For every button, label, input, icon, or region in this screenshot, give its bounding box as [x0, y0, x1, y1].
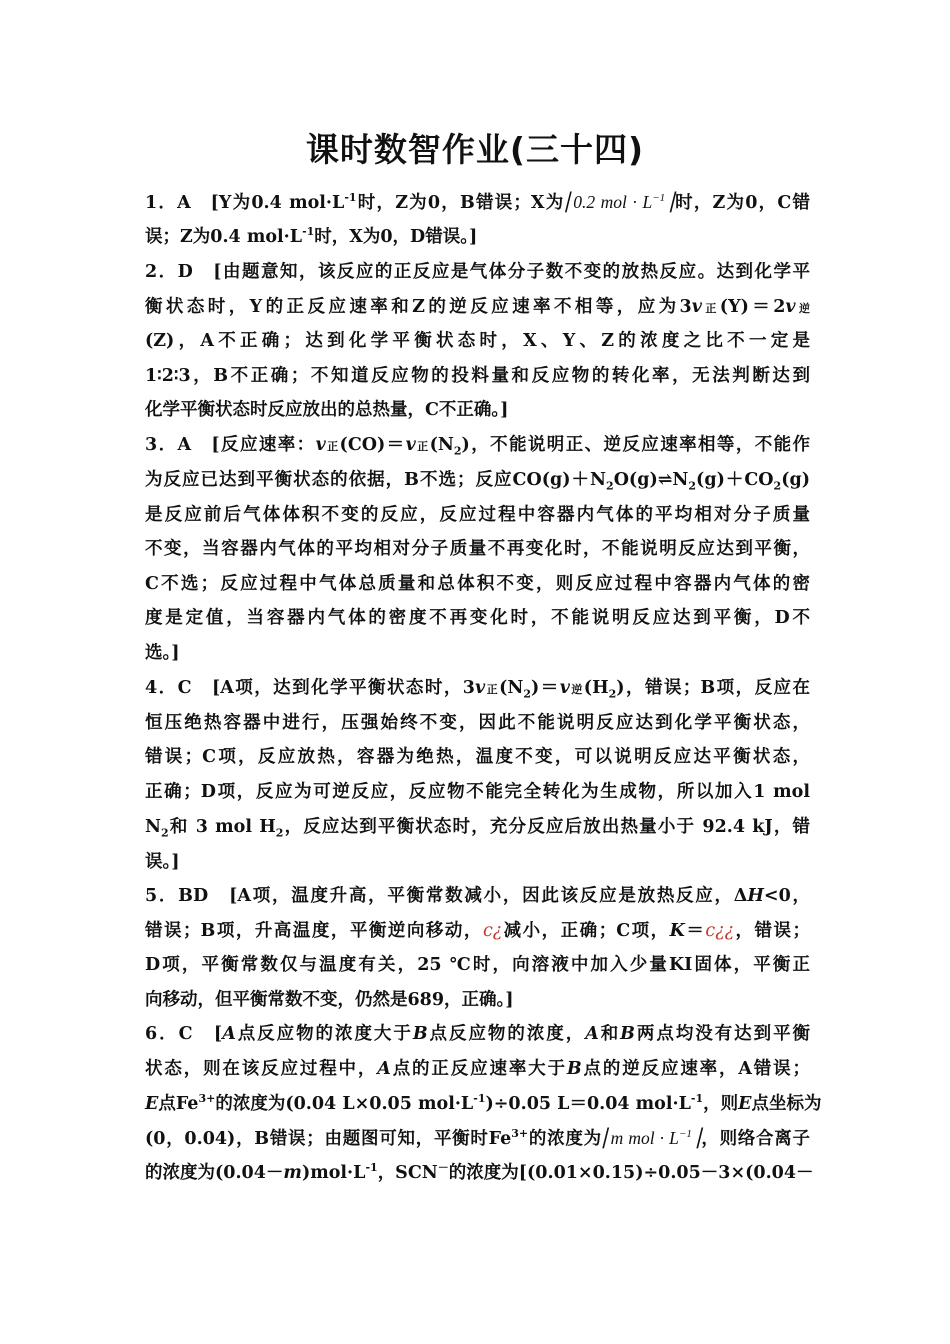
text-line: 状态，则在该反应过程中，A点的正反应速率大于B点的逆反应速率，A错误；	[145, 1059, 811, 1079]
text-line: 为反应已达到平衡状态的依据，B不选；反应$CO(g)+N_2O(g)\rightleftharpoons N_2(g)+CO_2(g)$	[145, 470, 810, 493]
text-line: E点$Fe^{3+}$的浓度为(0.04 L×0.05 $mol\cdot L^{-1})\div 0.05$ L＝0.04 $mol\cdot L^{-1}$，则E点坐标为	[145, 1092, 822, 1114]
text-line: 正确；D项，反应为可逆反应，反应物不能完全转化为生成物，所以加入1 mol	[145, 782, 810, 802]
text-line: (0，0.04)，B错误；由题图可知，平衡时$Fe^{3+}$的浓度为⎜m mol · $L^{-1}⎟$，则络合离子	[145, 1127, 811, 1149]
text-line: 错误；B项，升高温度，平衡逆向移动，c¿减小，正确；C项，K＝c¿¿，错误；	[145, 921, 811, 941]
text-line: 错误；C项，反应放热，容器为绝热，温度不变，可以说明反应达平衡状态，	[145, 747, 810, 767]
text-line: 度是定值，当容器内气体的密度不再变化时，不能说明反应达到平衡，D不	[145, 608, 810, 628]
text-line: 5．BD [A项，温度升高，平衡常数减小，因此该反应是放热反应，ΔH<0，	[145, 886, 811, 906]
text-line: 4．C [A项，达到化学平衡状态时，3v正$(N_2)=v$逆$(H_2)$，错误；B项，反应在	[145, 678, 810, 701]
text-line: 1．A [Y为0.4 $mol\cdot L^{-1}$时，Z为0，B错误；X为⎜0.2 mol · $L^{-1}⎟$时，Z为0，C错	[145, 191, 811, 213]
text-line: 误。]	[145, 852, 180, 872]
page-title: 课时数智作业(三十四)	[305, 130, 645, 169]
text-line: 是反应前后气体体积不变的反应，反应过程中容器内气体的平均相对分子质量	[145, 505, 810, 525]
text-line: 化学平衡状态时反应放出的总热量，C不正确。]	[145, 400, 509, 420]
text-line: 衡状态时，Y的正反应速率和Z的逆反应速率不相等，应为3v正(Y)＝2v逆	[145, 297, 811, 317]
text-line: 3．A [反应速率：v正(CO)＝v正$(N_2)$，不能说明正、逆反应速率相等，不能作	[145, 435, 811, 458]
text-line: C不选；反应过程中气体总质量和总体积不变，则反应过程中容器内气体的密	[145, 574, 810, 594]
text-line: 6．C [A点反应物的浓度大于B点反应物的浓度，A和B两点均没有达到平衡	[145, 1024, 811, 1044]
text-line: $N_2$和 3 mol $H_2$，反应达到平衡状态时，充分反应后放出热量小于 92.4 kJ，错	[145, 817, 811, 840]
text-line: 向移动，但平衡常数不变，仍然是689，正确。]	[145, 990, 514, 1010]
text-line: D项，平衡常数仅与温度有关，25 ℃时，向溶液中加入少量KI固体，平衡正	[145, 955, 810, 975]
text-line: 的浓度为$(0.04-m)mol\cdot L^{-1}$，SCN－的浓度为[(0.01×0.15)÷0.05－3×(0.04－	[145, 1161, 814, 1183]
text-line: 误；Z为0.4 $mol\cdot L^{-1}$时，X为0，D错误。]	[145, 225, 478, 247]
text-line: 1∶2∶3，B不正确；不知道反应物的投料量和反应物的转化率，无法判断达到	[145, 366, 810, 386]
text-line: 选。]	[145, 643, 180, 663]
text-line: (Z)，A不正确；达到化学平衡状态时，X、Y、Z的浓度之比不一定是	[145, 331, 810, 351]
text-line: 不变，当容器内气体的平均相对分子质量不再变化时，不能说明反应达到平衡，	[145, 539, 810, 559]
text-line: 2．D [由题意知，该反应的正反应是气体分子数不变的放热反应。达到化学平	[145, 262, 810, 282]
text-line: 恒压绝热容器中进行，压强始终不变，因此不能说明反应达到化学平衡状态，	[145, 713, 810, 733]
